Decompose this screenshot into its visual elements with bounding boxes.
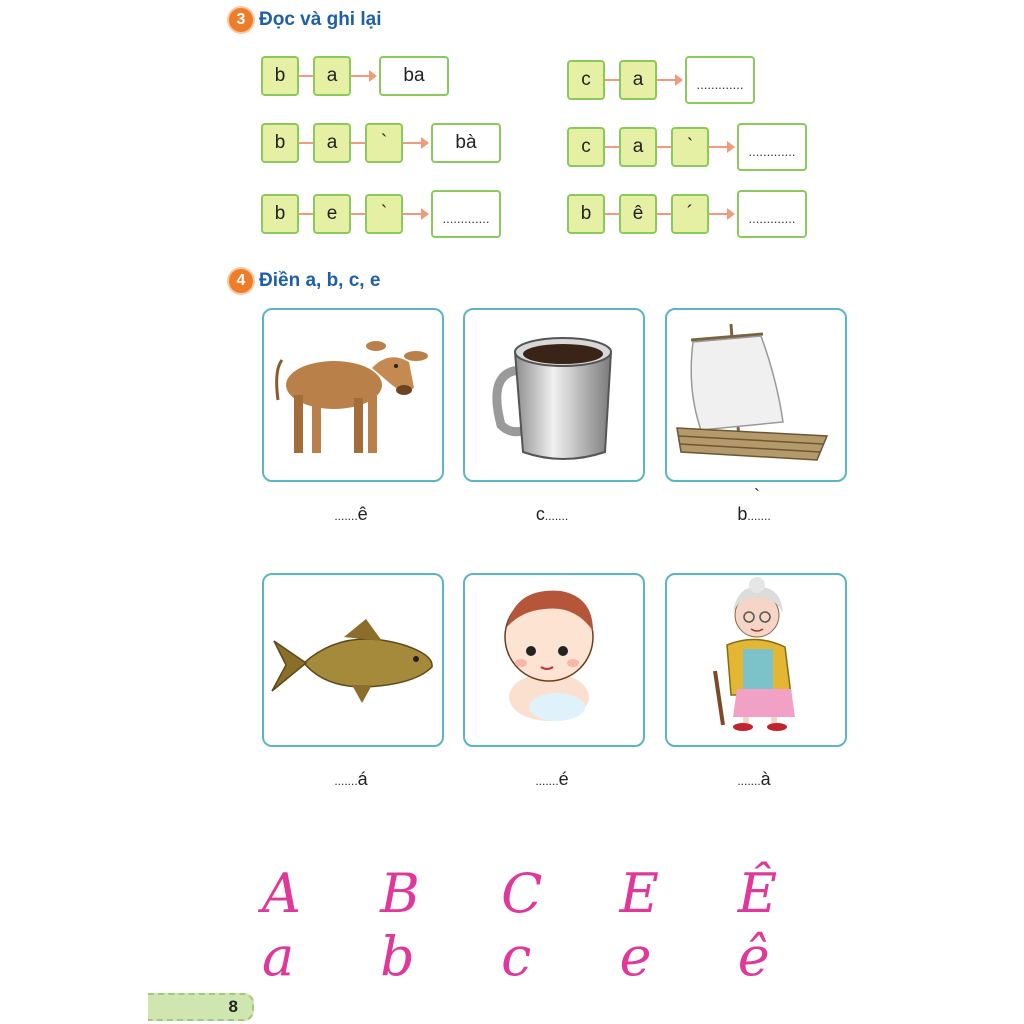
connector-line: [657, 146, 671, 148]
answer-box[interactable]: .............: [737, 123, 807, 171]
connector-line: [351, 213, 365, 215]
arrow-icon: [351, 75, 375, 77]
card-caption: [665, 769, 843, 790]
connector-line: [605, 79, 619, 81]
card-caption: [463, 504, 641, 525]
cursive-letter-pair: C c: [501, 862, 543, 988]
exercise-row: [261, 190, 501, 238]
letter-tile: b: [567, 194, 605, 234]
page-number-tab: [148, 993, 254, 1021]
caption-letter: ê: [357, 504, 368, 524]
picture-card: [463, 308, 645, 482]
connector-line: [605, 213, 619, 215]
tone-mark-tile: ´: [671, 194, 709, 234]
cursive-letter-pair: Ê ê: [737, 862, 778, 988]
tone-mark-tile: `: [365, 194, 403, 234]
section-number: 3: [229, 8, 253, 32]
baby-icon: [465, 575, 643, 745]
picture-card: [262, 308, 444, 482]
calf-icon: [264, 310, 442, 480]
exercise-row: [567, 190, 807, 238]
tone-mark-tile: `: [365, 123, 403, 163]
letter-tile: a: [313, 123, 351, 163]
letter-tile: c: [567, 60, 605, 100]
letter-tile: b: [261, 123, 299, 163]
blank-dots[interactable]: .......: [747, 509, 771, 523]
letter-tile: e: [313, 194, 351, 234]
exercise-row: [261, 56, 449, 96]
connector-line: [351, 142, 365, 144]
exercise-row: [261, 123, 501, 163]
mug-icon: [465, 310, 643, 480]
blank-dots[interactable]: .......: [334, 774, 358, 788]
answer-box[interactable]: .............: [737, 190, 807, 238]
card-caption: [665, 504, 843, 525]
cursive-alphabet-row: [262, 862, 822, 988]
arrow-icon: [709, 213, 733, 215]
answer-box[interactable]: .............: [685, 56, 755, 104]
letter-tile: ê: [619, 194, 657, 234]
arrow-icon: [403, 142, 427, 144]
caption-letter: à: [760, 769, 771, 789]
answer-box[interactable]: bà: [431, 123, 501, 163]
picture-card: [665, 308, 847, 482]
caption-letter: b: [737, 504, 748, 524]
exercise-row: [567, 123, 807, 171]
answer-box[interactable]: .............: [431, 190, 501, 238]
connector-line: [299, 142, 313, 144]
connector-line: [657, 213, 671, 215]
caption-letter: é: [558, 769, 569, 789]
picture-card: [665, 573, 847, 747]
connector-line: [299, 75, 313, 77]
letter-tile: c: [567, 127, 605, 167]
caption-letter: á: [357, 769, 368, 789]
connector-line: [605, 146, 619, 148]
blank-dots[interactable]: .......: [535, 774, 559, 788]
cursive-letter-pair: A a: [262, 862, 301, 988]
tone-mark-tile: `: [671, 127, 709, 167]
caption-letter: c: [535, 504, 545, 524]
fish-icon: [264, 575, 442, 745]
letter-tile: b: [261, 194, 299, 234]
raft-icon: [667, 310, 845, 480]
page-number: 8: [228, 997, 238, 1016]
arrow-icon: [657, 79, 681, 81]
card-caption: [262, 769, 440, 790]
section-number: 4: [229, 269, 253, 293]
cursive-letter-pair: B b: [380, 862, 420, 988]
letter-tile: b: [261, 56, 299, 96]
arrow-icon: [403, 213, 427, 215]
blank-dots[interactable]: .......: [737, 774, 761, 788]
blank-dots[interactable]: .......: [334, 509, 358, 523]
tone-mark: `: [754, 486, 760, 506]
cursive-letter-pair: E e: [619, 862, 659, 988]
section-3-heading: [229, 8, 381, 32]
answer-box[interactable]: ba: [379, 56, 449, 96]
letter-tile: a: [313, 56, 351, 96]
exercise-row: [567, 56, 755, 104]
section-title: Đọc và ghi lại: [259, 9, 382, 30]
arrow-icon: [709, 146, 733, 148]
card-caption: [463, 769, 641, 790]
connector-line: [299, 213, 313, 215]
picture-card: [262, 573, 444, 747]
grandma-icon: [667, 575, 845, 745]
section-title: Điền a, b, c, e: [259, 270, 381, 291]
picture-card: [463, 573, 645, 747]
letter-tile: a: [619, 127, 657, 167]
letter-tile: a: [619, 60, 657, 100]
card-caption: [262, 504, 440, 525]
section-4-heading: [229, 269, 380, 293]
blank-dots[interactable]: .......: [544, 509, 569, 523]
